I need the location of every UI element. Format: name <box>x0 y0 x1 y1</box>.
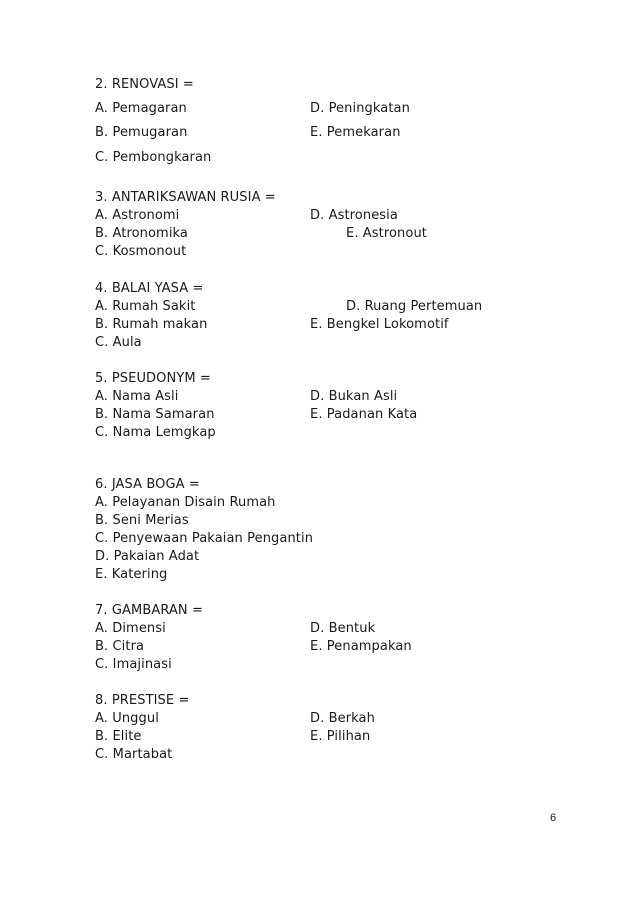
question-3-option-d: D. Astronesia <box>310 208 398 223</box>
question-3-option-e: E. Astronout <box>346 226 427 241</box>
question-4-option-a: A. Rumah Sakit <box>95 299 196 314</box>
page-number: 6 <box>550 812 557 824</box>
question-5-option-d: D. Bukan Asli <box>310 389 398 404</box>
question-6-option-d: D. Pakaian Adat <box>95 549 200 564</box>
question-2-option-a: A. Pemagaran <box>95 101 187 116</box>
question-2-stem: 2. RENOVASI = <box>95 77 194 92</box>
question-6-option-b: B. Seni Merias <box>95 513 189 528</box>
question-2-option-b: B. Pemugaran <box>95 125 188 140</box>
question-7-option-e: E. Penampakan <box>310 639 412 654</box>
question-8-option-c: C. Martabat <box>95 747 173 762</box>
question-3-option-c: C. Kosmonout <box>95 244 187 259</box>
question-8-option-e: E. Pilihan <box>310 729 371 744</box>
question-4-option-c: C. Aula <box>95 335 142 350</box>
question-5-option-b: B. Nama Samaran <box>95 407 215 422</box>
question-3-option-a: A. Astronomi <box>95 208 180 223</box>
question-5-option-a: A. Nama Asli <box>95 389 179 404</box>
question-7-option-b: B. Citra <box>95 639 145 654</box>
question-4-option-d: D. Ruang Pertemuan <box>346 299 483 314</box>
question-4-option-b: B. Rumah makan <box>95 317 208 332</box>
question-8-option-b: B. Elite <box>95 729 142 744</box>
question-7-option-c: C. Imajinasi <box>95 657 172 672</box>
question-6-option-c: C. Penyewaan Pakaian Pengantin <box>95 531 314 546</box>
question-3-stem: 3. ANTARIKSAWAN RUSIA = <box>95 190 276 205</box>
question-5-option-c: C. Nama Lemgkap <box>95 425 216 440</box>
question-2-option-d: D. Peningkatan <box>310 101 410 116</box>
question-2-option-e: E. Pemekaran <box>310 125 401 140</box>
question-8-option-a: A. Unggul <box>95 711 159 726</box>
question-4-stem: 4. BALAI YASA = <box>95 281 204 296</box>
question-3-option-b: B. Atronomika <box>95 226 188 241</box>
question-6-option-a: A. Pelayanan Disain Rumah <box>95 495 276 510</box>
question-7-option-a: A. Dimensi <box>95 621 166 636</box>
question-6-stem: 6. JASA BOGA = <box>95 477 200 492</box>
question-5-stem: 5. PSEUDONYM = <box>95 371 211 386</box>
question-7-stem: 7. GAMBARAN = <box>95 603 203 618</box>
question-8-stem: 8. PRESTISE = <box>95 693 190 708</box>
question-2-option-c: C. Pembongkaran <box>95 150 212 165</box>
question-7-option-d: D. Bentuk <box>310 621 376 636</box>
question-8-option-d: D. Berkah <box>310 711 375 726</box>
question-5-option-e: E. Padanan Kata <box>310 407 418 422</box>
question-4-option-e: E. Bengkel Lokomotif <box>310 317 449 332</box>
question-6-option-e: E. Katering <box>95 567 168 582</box>
